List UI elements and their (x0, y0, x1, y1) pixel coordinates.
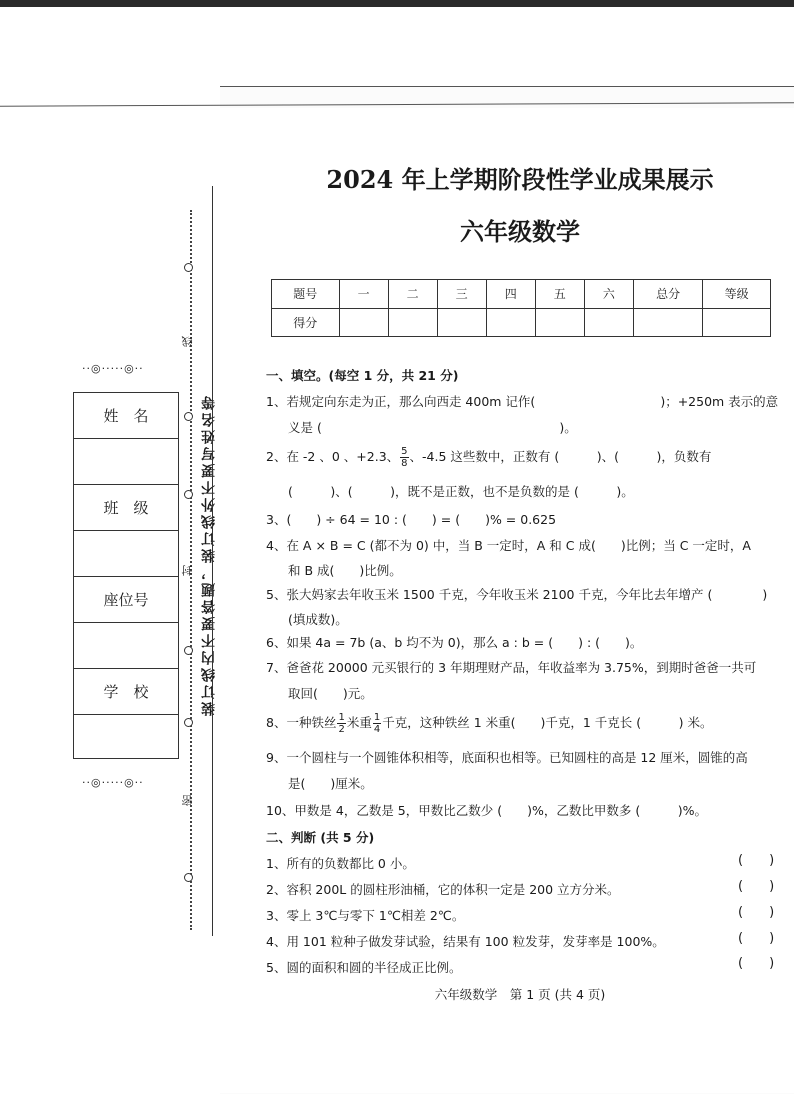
question-8-text-c: 千克，这种铁丝 1 米重( )千克，1 千克长 ( ) 米。 (382, 715, 713, 730)
score-cell[interactable] (339, 308, 388, 337)
score-cell[interactable] (437, 308, 486, 337)
answer-bracket-4[interactable]: ( ) (738, 931, 775, 946)
binding-ring (184, 263, 193, 272)
judge-item-3: 3、零上 3℃与零下 1℃相差 2℃。 (266, 908, 465, 923)
seat-number-label: 座位号 (74, 577, 178, 623)
score-header-cell: 总分 (633, 280, 703, 309)
binding-ring (184, 646, 193, 655)
class-label: 班 级 (74, 485, 178, 531)
question-2-line-1 (266, 446, 711, 469)
answer-bracket-5[interactable]: ( ) (738, 956, 775, 971)
answer-bracket-1[interactable]: ( ) (738, 853, 775, 868)
school-label: 学 校 (74, 669, 178, 715)
fraction-numerator: 1 (338, 712, 345, 723)
question-3: 3、( ) ÷ 64 = 10 : ( ) = ( )% = 0.625 (266, 512, 557, 527)
binding-solid-line (212, 186, 213, 936)
question-5-line-1: 5、张大妈家去年收玉米 1500 千克，今年收玉米 2100 千克，今年比去年增产 ( ) (266, 587, 768, 602)
binding-char-secret: 密 (181, 795, 194, 806)
exam-subject: 六年级数学 (460, 217, 580, 246)
seat-number-field[interactable] (74, 623, 178, 669)
question-8 (266, 712, 713, 735)
score-header-cell: 题号 (272, 280, 340, 309)
score-header-cell: 等级 (703, 280, 771, 309)
exam-title: 2024 年上学期阶段性学业成果展示 (326, 165, 714, 194)
score-cell[interactable] (486, 308, 535, 337)
judge-item-1: 1、所有的负数都比 0 小。 (266, 856, 415, 871)
section-heading-fill-in: 一、填空。(每空 1 分，共 21 分) (266, 368, 459, 383)
binding-ring (184, 490, 193, 499)
score-row-label: 得分 (272, 308, 340, 337)
fraction-denominator: 2 (338, 724, 345, 735)
scan-top-band (0, 0, 794, 7)
name-field[interactable] (74, 439, 178, 485)
fraction-denominator: 8 (401, 458, 408, 469)
fraction-five-eighths (400, 446, 408, 469)
score-header-cell: 三 (437, 280, 486, 309)
fraction-numerator: 1 (373, 712, 381, 723)
binding-dots-top: ··◎·····◎·· (82, 362, 144, 375)
question-4-line-2: 和 B 成( )比例。 (288, 563, 402, 578)
score-header-cell: 五 (535, 280, 584, 309)
question-8-text-b: 米重 (346, 715, 372, 730)
section-heading-true-false: 二、判断 (共 5 分) (266, 830, 375, 845)
question-2-text-a: 2、在 -2 、0 、+2.3、 (266, 449, 400, 464)
question-9-line-1: 9、一个圆柱与一个圆锥体积相等，底面积也相等。已知圆柱的高是 12 厘米，圆锥的高 (266, 750, 748, 765)
score-header-cell: 六 (584, 280, 633, 309)
class-field[interactable] (74, 531, 178, 577)
binding-warning: 装订线内不要答题，装订线外不要写姓名等 (201, 393, 217, 716)
question-8-text-a: 8、一种铁丝 (266, 715, 337, 730)
binding-ring (184, 718, 193, 727)
question-9-line-2: 是( )厘米。 (288, 776, 373, 791)
question-1-line-2: 义是 ( )。 (288, 420, 577, 435)
fraction-numerator: 5 (401, 446, 408, 457)
score-cell[interactable] (584, 308, 633, 337)
fraction-one-quarter (373, 712, 381, 735)
score-cell[interactable] (535, 308, 584, 337)
answer-bracket-2[interactable]: ( ) (738, 879, 775, 894)
score-cell[interactable] (703, 308, 771, 337)
score-table (271, 279, 771, 337)
binding-char-seal: 封 (181, 565, 194, 576)
score-header-cell: 一 (339, 280, 388, 309)
binding-dots-bottom: ··◎·····◎·· (82, 776, 144, 789)
question-2-text-b: 、-4.5 这些数中，正数有 ( )、( )，负数有 (409, 449, 712, 464)
binding-ring (184, 873, 193, 882)
score-header-cell: 二 (388, 280, 437, 309)
question-7-line-1: 7、爸爸花 20000 元买银行的 3 年期理财产品，年收益率为 3.75%，到期时爸爸一共可 (266, 660, 757, 675)
page-footer: 六年级数学 第 1 页 (共 4 页) (434, 987, 606, 1002)
score-cell[interactable] (633, 308, 703, 337)
school-field[interactable] (74, 715, 178, 757)
student-info-box (73, 392, 179, 759)
judge-item-2: 2、容积 200L 的圆柱形油桶，它的体积一定是 200 立方分米。 (266, 882, 620, 897)
score-entry-row (272, 308, 771, 337)
judge-item-5: 5、圆的面积和圆的半径成正比例。 (266, 960, 462, 975)
question-5-line-2: (填成数)。 (288, 612, 348, 627)
judge-item-4: 4、用 101 粒种子做发芽试验，结果有 100 粒发芽，发芽率是 100%。 (266, 934, 665, 949)
binding-char-line: 线 (181, 336, 194, 347)
question-1-line-1: 1、若规定向东走为正，那么向西走 400m 记作( )；+250m 表示的意 (266, 394, 779, 409)
fraction-denominator: 4 (373, 724, 381, 735)
binding-ring (184, 412, 193, 421)
score-header-cell: 四 (486, 280, 535, 309)
score-header-row (272, 280, 771, 309)
fraction-one-half (337, 712, 345, 735)
question-6: 6、如果 4a = 7b (a、b 均不为 0)，那么 a : b = ( ) : ( )。 (266, 635, 643, 650)
answer-bracket-3[interactable]: ( ) (738, 905, 775, 920)
question-7-line-2: 取回( )元。 (288, 686, 373, 701)
question-10: 10、甲数是 4，乙数是 5，甲数比乙数少 ( )%，乙数比甲数多 ( )%。 (266, 803, 707, 818)
score-cell[interactable] (388, 308, 437, 337)
question-4-line-1: 4、在 A × B = C (都不为 0) 中，当 B 一定时，A 和 C 成( )比例；当 C 一定时，A (266, 538, 751, 553)
name-label: 姓 名 (74, 393, 178, 439)
question-2-line-2: ( )、( )，既不是正数，也不是负数的是 ( )。 (288, 484, 634, 499)
